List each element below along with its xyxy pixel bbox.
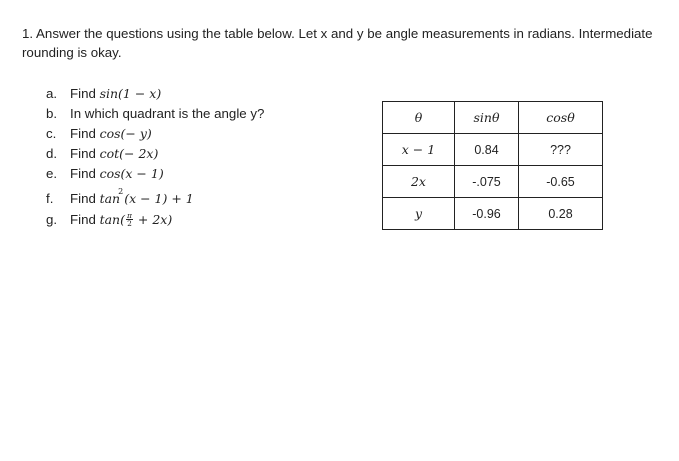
question-letter: a. (46, 86, 58, 101)
angle-cell: 2x (383, 166, 455, 198)
question-e (46, 164, 376, 184)
problem-intro: 1. Answer the questions using the table below. Let x and y be angle measurements in radians. Intermediate rounding is okay. (22, 26, 653, 60)
table-header-row (383, 102, 603, 134)
question-lead: Find (70, 191, 96, 206)
question-letter: g. (46, 212, 58, 227)
question-lead: Find (70, 126, 96, 141)
question-g (46, 210, 376, 230)
cos-value: 0.28 (519, 198, 603, 230)
angle-cell: x − 1 (383, 134, 455, 166)
question-c (46, 124, 376, 144)
question-b (46, 104, 376, 124)
function-argument: (x − 1) + 1 (124, 191, 194, 206)
question-expression: cos(− y) (99, 126, 152, 141)
question-letter: c. (46, 126, 57, 141)
question-a (46, 84, 376, 104)
question-expression: cos(x − 1) (99, 166, 164, 181)
values-table (382, 101, 603, 230)
fraction (126, 212, 133, 227)
exponent: 2 (118, 187, 124, 196)
function-name: tan( (99, 212, 125, 227)
sin-value: -0.96 (455, 198, 519, 230)
question-letter: f. (46, 191, 54, 206)
question-letter: d. (46, 146, 58, 161)
header-sin: sinθ (455, 102, 519, 134)
question-lead: Find (70, 146, 96, 161)
header-cos: cosθ (519, 102, 603, 134)
table-row (383, 166, 603, 198)
sin-value: -.075 (455, 166, 519, 198)
question-expression (100, 210, 173, 230)
question-expression: cot(− 2x) (99, 146, 159, 161)
fraction-denominator: 2 (127, 219, 132, 228)
fraction-numerator: π (126, 211, 132, 220)
question-f (46, 184, 376, 210)
cos-value: ??? (519, 134, 603, 166)
question-lead: Find (70, 86, 96, 101)
sin-value: 0.84 (455, 134, 519, 166)
cos-value: -0.65 (519, 166, 603, 198)
table-row (383, 198, 603, 230)
question-letter: b. (46, 106, 58, 121)
table-row (383, 134, 603, 166)
question-d (46, 144, 376, 164)
header-theta: θ (383, 102, 455, 134)
question-text: In which quadrant is the angle y? (70, 106, 265, 121)
question-list (46, 84, 376, 230)
question-lead: Find (70, 212, 96, 227)
function-argument: + 2x) (133, 212, 173, 227)
question-lead: Find (70, 166, 96, 181)
question-letter: e. (46, 166, 58, 181)
angle-cell: y (383, 198, 455, 230)
function-name: tan (99, 191, 121, 206)
question-expression: sin(1 − x) (99, 86, 162, 101)
